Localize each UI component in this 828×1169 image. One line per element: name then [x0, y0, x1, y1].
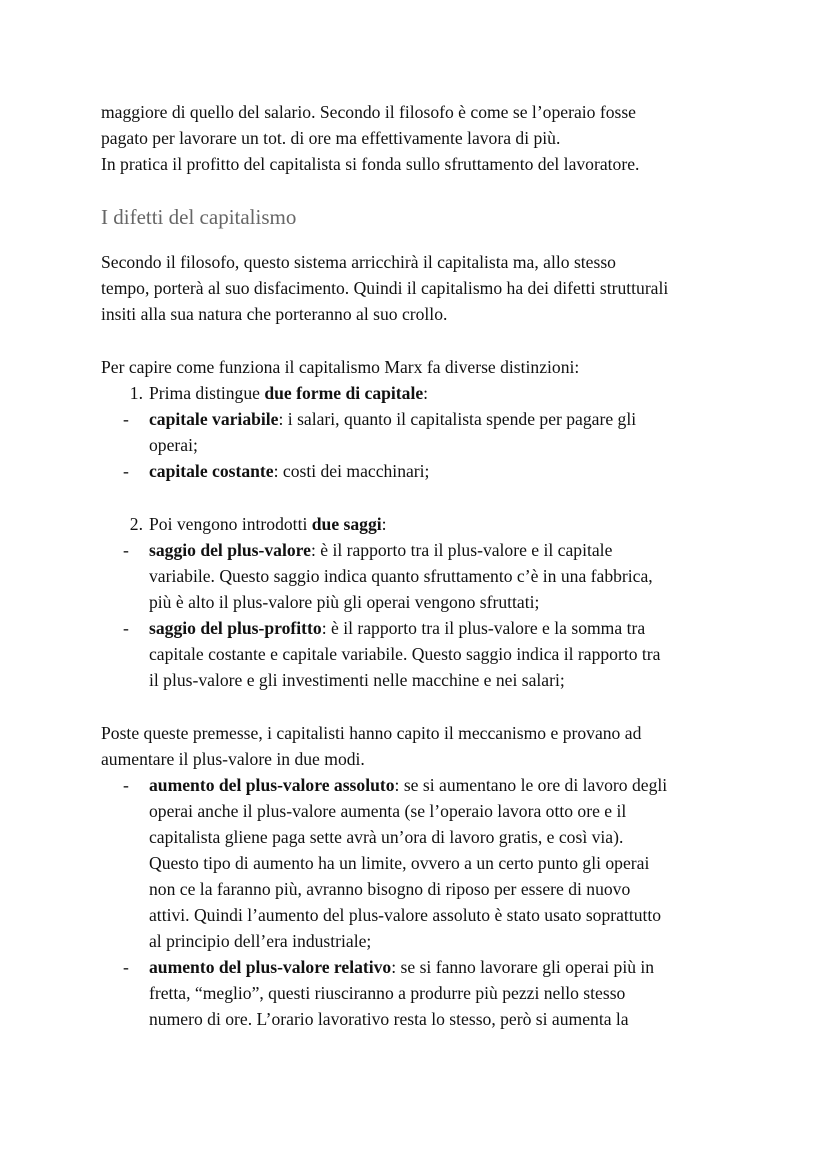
- text-line: maggiore di quello del salario. Secondo il filosofo è come se l’operaio fosse: [101, 102, 636, 122]
- bullet-item: - capitale costante: costi dei macchinari;: [101, 458, 741, 484]
- list-number: 1.: [129, 383, 143, 403]
- numbered-item-1: [101, 380, 741, 406]
- bullet-dash: -: [123, 409, 129, 429]
- text-line: aumentare il plus-valore in due modi.: [101, 749, 365, 769]
- bullet-term: saggio del plus-valore: [149, 540, 311, 560]
- bullet-item: - capitale variabile: i salari, quanto il capitalista spende per pagare gli operai;: [101, 406, 741, 458]
- document-content: [101, 99, 741, 1032]
- bullet-item: - saggio del plus-profitto: è il rapporto tra il plus-valore e la somma tra capitale costante e capitale variabile. Questo saggio indica il rapporto tra il plus-valore e gli investimenti nelle macchine e nei salari;: [101, 615, 741, 693]
- bullet-dash: -: [123, 540, 129, 560]
- numbered-item-2: [101, 511, 741, 537]
- text-line: pagato per lavorare un tot. di ore ma effettivamente lavora di più.: [101, 128, 561, 148]
- bullet-dash: -: [123, 957, 129, 977]
- text-line: Secondo il filosofo, questo sistema arricchirà il capitalista ma, allo stesso: [101, 252, 616, 272]
- bullet-item: - aumento del plus-valore relativo: se si fanno lavorare gli operai più in fretta, “meglio”, questi riusciranno a produrre più pezzi nello stesso numero di ore. L’orario lavorativo resta lo stesso, però si aumenta la: [101, 954, 741, 1032]
- paragraph-1: [101, 249, 741, 327]
- bullet-item: - aumento del plus-valore assoluto: se si aumentano le ore di lavoro degli operai anche il plus-valore aumenta (se l’operaio lavora otto ore e il capitalista gliene paga sette avrà un’ora di lavoro gratis, e così via). Questo tipo di aumento ha un limite, ovvero a un certo punto gli operai non ce la faranno più, avranno bisogno di riposo per essere di nuovo attivi. Quindi l’aumento del plus-valore assoluto è stato usato soprattutto al principio dell’era industriale;: [101, 772, 741, 954]
- text-line: insiti alla sua natura che porteranno al suo crollo.: [101, 304, 448, 324]
- bullet-term: capitale costante: [149, 461, 274, 481]
- text-line: In pratica il profitto del capitalista si fonda sullo sfruttamento del lavoratore.: [101, 154, 640, 174]
- bullet-dash: -: [123, 775, 129, 795]
- numbered-item-text: Poi vengono introdotti due saggi:: [149, 514, 387, 534]
- bullet-term: aumento del plus-valore relativo: [149, 957, 392, 977]
- intro-paragraph: [101, 99, 741, 177]
- text-line: Poste queste premesse, i capitalisti hanno capito il meccanismo e provano ad: [101, 723, 642, 743]
- bullet-dash: -: [123, 461, 129, 481]
- paragraph-2: Per capire come funziona il capitalismo Marx fa diverse distinzioni:: [101, 357, 580, 377]
- numbered-item-text: Prima distingue due forme di capitale:: [149, 383, 429, 403]
- bullet-item: - saggio del plus-valore: è il rapporto tra il plus-valore e il capitale variabile. Questo saggio indica quanto sfruttamento c’è in una fabbrica, più è alto il plus-valore più gli operai vengono sfruttati;: [101, 537, 741, 615]
- bullet-dash: -: [123, 618, 129, 638]
- paragraph-3: [101, 720, 741, 772]
- bullet-term: saggio del plus-profitto: [149, 618, 322, 638]
- list-number: 2.: [129, 514, 143, 534]
- bullet-term: aumento del plus-valore assoluto: [149, 775, 395, 795]
- section-heading: I difetti del capitalismo: [101, 205, 297, 229]
- text-line: tempo, porterà al suo disfacimento. Quindi il capitalismo ha dei difetti strutturali: [101, 278, 669, 298]
- bullet-term: capitale variabile: [149, 409, 279, 429]
